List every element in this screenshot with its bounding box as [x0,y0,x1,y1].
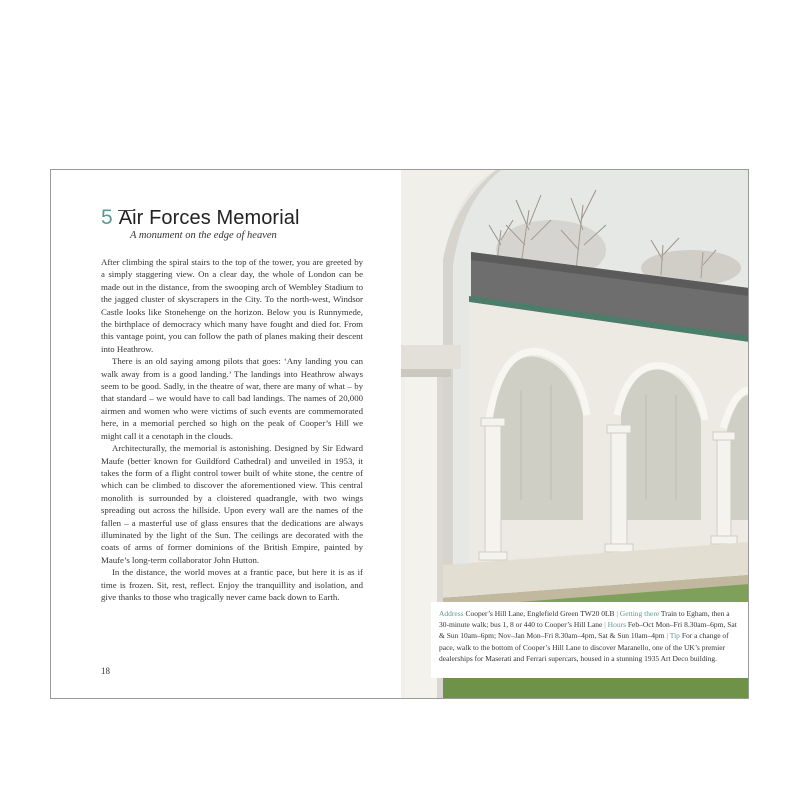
visitor-info-box [431,602,749,678]
right-page [401,170,749,698]
hours-label: Hours [607,620,626,630]
paragraph-4: In the distance, the world moves at a frantic pace, but here it is as if time is frozen. Sit, rest, reflect. Enjoy the tranquillity and isolation, and give thanks to those who tragically never came back down to Earth. [101,567,363,602]
paragraph-3: Architecturally, the memorial is astonishing. Designed by Sir Edward Maufe (better known for Guildford Cathedral) and unveiled in 1953, it takes the form of a flight control tower built of white stone, the centre of which can be climbed to discover the aforementioned view. This central monolith is surrounded by a cloistered quadrangle, with two wings spreading out across the hillside. Upon every wall are the names of the fallen – a masterful use of glass ensures that the dedications are always illuminated by the light of the Sun. The ceilings are decorated with the coats of arms of former dominions of the British Empire, painted by Maufe’s long-term collaborator John Hutton. [101,443,363,565]
getting-there-value: Train to Egham, then a 30-minute walk; bus 1, 8 or 440 to Cooper’s Hill Lane [439,609,730,630]
tip-label: Tip [669,631,680,641]
separator: | [604,620,606,630]
book-spread [50,169,749,699]
left-page [51,170,401,698]
address-label: Address [439,609,464,618]
hours-value: Feb–Oct Mon–Fri 8.30am–6pm, Sat & Sun 10am–6pm; Nov–Jan Mon–Fri 8.30am–4pm, Sat & Sun 10am–4pm [439,620,737,641]
tip-value: For a change of pace, walk to the bottom of Cooper’s Hill Lane to discover Maranello, one of the UK’s premier dealerships for Maserati and Ferrari supercars, housed in a stunning 1935 Art Deco building. [439,631,729,663]
paragraph-1: After climbing the spiral stairs to the top of the tower, you are greeted by a simply staggering view. On a clear day, the whole of London can be made out in the distance, from the swooping arch of Wembley Stadium to the jagged cluster of skyscrapers in the City. To the north-west, Windsor Castle looks like Stonehenge on the horizon. Below you is Runnymede, the birthplace of democracy which many have fought and died for. From this vantage point, you can follow the path of planes making their descent into Heathrow. [101,257,363,354]
body-text [101,256,363,603]
chapter-subtitle: A monument on the edge of heaven [130,230,277,241]
separator: | [616,609,618,618]
chapter-title: Air Forces Memorial [118,207,300,229]
getting-there-label: Getting there [619,609,660,618]
chapter-number: 5 [101,206,113,229]
paragraph-2: There is an old saying among pilots that goes: ‘Any landing you can walk away from is a good landing.’ The landings into Heathrow always seem to be good. Sadly, in the theatre of war, there are many of what – by that standard – we would have to call bad landings. The names of 20,000 airmen and women who were victims of such events are commemorated here, in a memorial perched so high on the peak of Cooper’s Hill we might call it a cenotaph in the clouds. [101,356,363,441]
page-number: 18 [101,666,110,676]
separator: | [666,631,669,641]
title-rule [118,210,134,211]
address-value: Cooper’s Hill Lane, Englefield Green TW20 0LB [465,609,615,618]
